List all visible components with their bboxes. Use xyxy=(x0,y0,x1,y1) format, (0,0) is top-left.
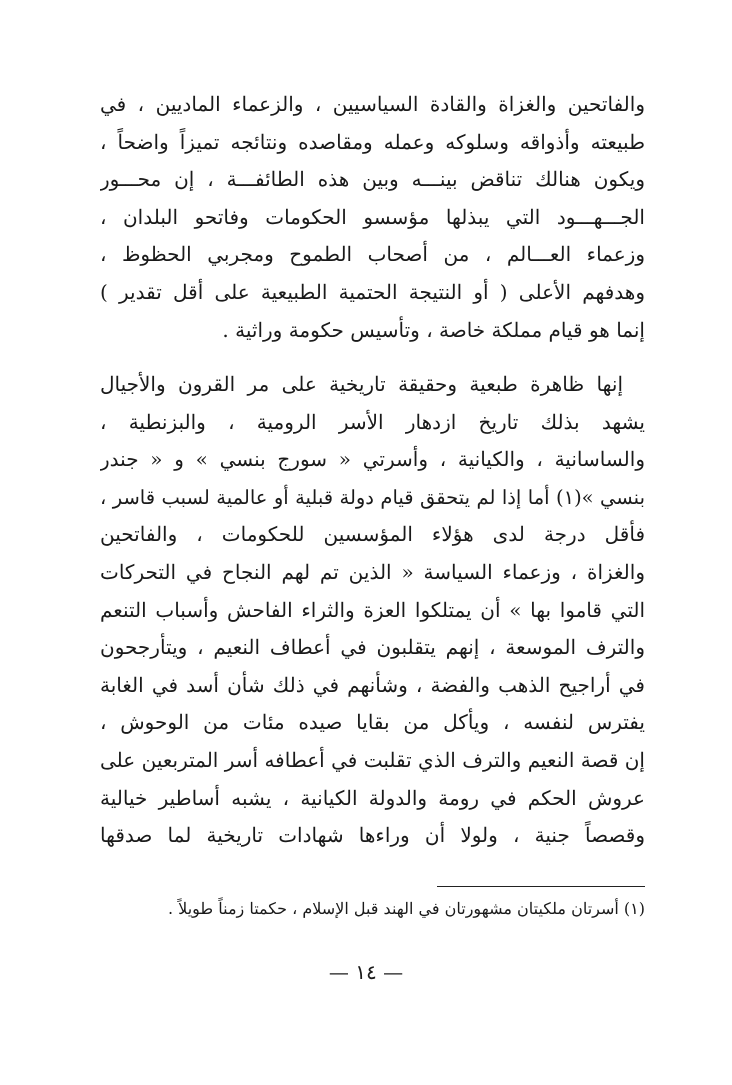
text-line: وقصصاً جنية ، ولولا أن وراءها شهادات تاريخية لما صدقها xyxy=(100,823,645,848)
text-line: وهدفهم الأعلى ( أو النتيجة الحتمية الطبيعية على أقل تقدير ) xyxy=(100,279,645,304)
text-line: في أراجيح الذهب والفضة ، وشأنهم في ذلك شأن أسد في الغابة xyxy=(100,672,645,697)
text-line: عروش الحكم في رومة والدولة الكيانية ، يشبه أساطير خيالية xyxy=(100,785,645,810)
page-number: — ١٤ — xyxy=(328,960,404,984)
footnote-divider xyxy=(437,886,645,887)
text-line: وزعماء العـــالم ، من أصحاب الطموح ومجربي الحظوظ ، xyxy=(100,242,645,267)
text-line: فأقل درجة لدى هؤلاء المؤسسين للحكومات ، والفاتحين xyxy=(100,522,645,547)
text-line: والساسانية ، والكيانية ، وأسرتي « سورج بنسي » و « جندر xyxy=(100,447,645,472)
footnote: (١) أسرتان ملكيتان مشهورتان في الهند قبل الإسلام ، حكمتا زمناً طويلاً . xyxy=(167,899,645,918)
text-line: والترف الموسعة ، إنهم يتقلبون في أعطاف النعيم ، ويتأرجحون xyxy=(100,635,645,660)
text-line: إنما هو قيام مملكة خاصة ، وتأسيس حكومة وراثية . xyxy=(222,317,645,342)
text-line: والغزاة ، وزعماء السياسة « الذين تم لهم النجاح في التحركات xyxy=(100,559,645,584)
paragraph-1 xyxy=(100,86,645,349)
text-line: يفترس لنفسه ، ويأكل من بقايا صيده مئات من الوحوش ، xyxy=(100,710,645,735)
text-line: إنها ظاهرة طبعية وحقيقة تاريخية على مر القرون والأجيال xyxy=(100,372,623,396)
text-line: والفاتحين والغزاة والقادة السياسيين ، والزعماء الماديين ، في xyxy=(100,92,645,116)
text-line: بنسي »(١) أما إذا لم يتحقق قيام دولة قبلية أو عالمية لسبب قاسر ، xyxy=(100,485,645,509)
text-line: الجـــهـــود التي يبذلها مؤسسو الحكومات وفاتحو البلدان ، xyxy=(100,204,645,229)
text-line: طبيعته وأذواقه وسلوكه وعمله ومقاصده ونتائجه تميزاً واضحاً ، xyxy=(100,129,645,154)
text-line: يشهد بذلك تاريخ ازدهار الأسر الرومية ، والبزنطية ، xyxy=(100,409,645,434)
text-line: التي قاموا بها » أن يمتلكوا العزة والثراء الفاحش وأسباب التنعم xyxy=(100,597,645,622)
text-line: إن قصة النعيم والترف الذي تقلبت في أعطافه أسر المتربعين على xyxy=(100,747,645,772)
paragraph-2 xyxy=(100,366,645,855)
text-line: ويكون هنالك تناقض بينـــه وبين هذه الطائفـــة ، إن محـــور xyxy=(100,167,645,192)
